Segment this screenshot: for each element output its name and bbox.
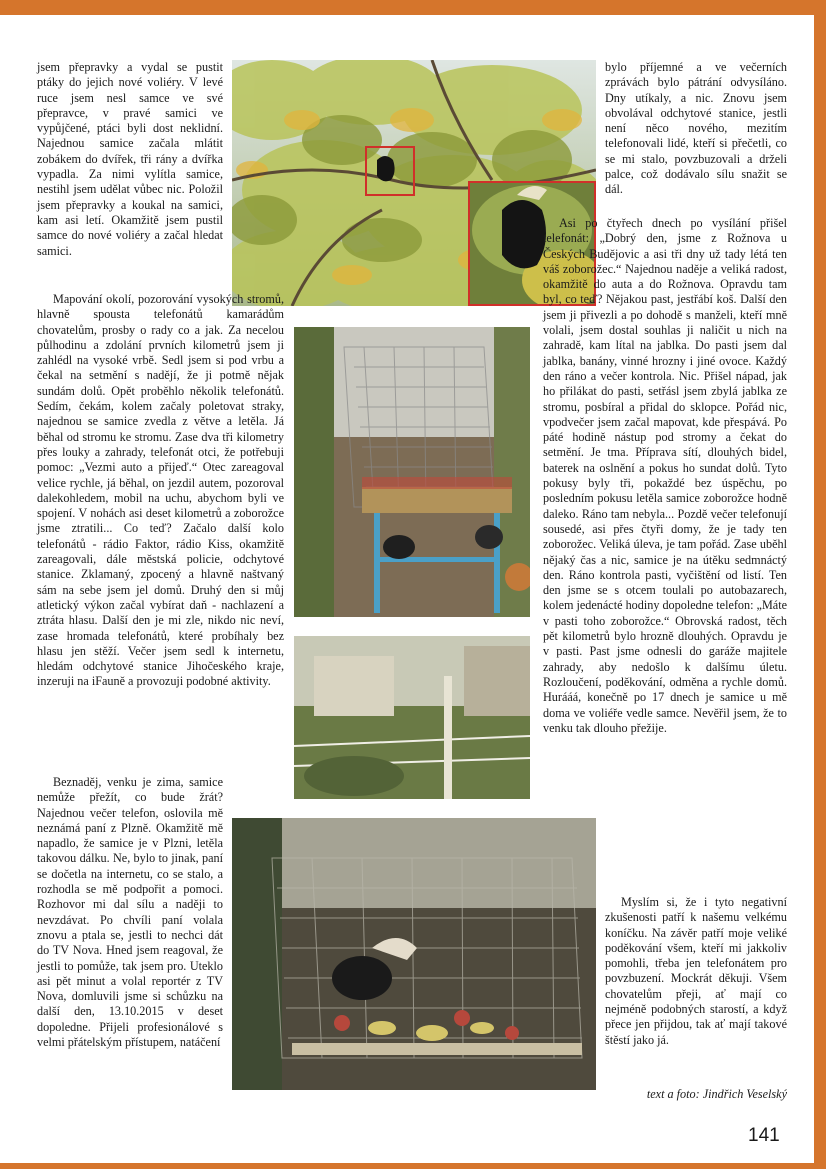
bottom-frame-bar <box>0 1163 826 1169</box>
paragraph: Beznaděj, venku je zima, samice nemůže přežít, co bude žrát? Najednou večer telefon, oslovila mě neznámá paní z Plzně. Okamžitě mě napadlo, že samice je v Plzni, letěla takovou dálku. Ne, bylo to jinak, paní se dočetla na internetu, co se stalo, a rozhodla se mě podpořit a pomoci. Rozhovor mi dal sílu a naději to nevzdávat. Po chvíli paní volala znovu a ptala se, jestli to nechci dát do TV Nova. Hned jsem reagoval, že jestli to pomůže, tak jsem pro. Uteklo asi pět minut a volal reportér z TV Nova, domluvili jsme si schůzku na další den, 13.10.2015 v deset dopoledne. Přijeli profesionálové s velmi přátelským přístupem, natáčení <box>37 775 223 1050</box>
right-frame-bar <box>814 0 826 1169</box>
text-block-right-mid <box>543 216 787 736</box>
paragraph: Mapování okolí, pozorování vysokých stromů, hlavně spousta telefonátů kamarádům chovatelům, prosby o rady co a jak. Za necelou půlhodinu a zdolání prvních kilometrů jsem ji zahlédl na vysoké vrbě. Sedl jsem si pod vrbu a čekal na setmění s nadějí, že ji potmě nějak sundám dolů. Opět proběhlo několik telefonátů. Sedím, čekám, kolem začaly poletovat straky, najednou se samice zvedla z větve a letěla. Já běhal od stromu ke stromu. Zase dva tři kilometry přes louky a zahrady, telefonát otci, že potřebuji pomoc: „Vezmi auto a přijeď.“ Otec zareagoval velice rychle, já běhal, on jezdil autem, pozoroval dalekohledem, mobil na uchu, abychom byli ve spojení. V nohách asi deset kilometrů a zoborožce jsme ztratili... Co teď? Začalo další kolo telefonátů - rádio Faktor, rádio Kiss, okamžitě zareagovali, dále městská policie, odchytové stanice. Zklamaný, zpocený a hlavně naštvaný sám na sebe jsem jel domů. Druhý den si můj atletický výkon začal vybírat daň - nachlazení a ztráta hlasu. Další den je mi zle, nikdo nic neví, zase hromada telefonátů, které probíhaly bez hlasu jen stěží. Večer jsem sedl k internetu, hledám odchytové stanice Jihočeského kraje, inzeruji na iFauně a provozuji podobné aktivity. <box>37 292 284 689</box>
highlight-box-small <box>365 146 415 196</box>
text-block-left-mid <box>37 292 284 690</box>
top-frame-bar <box>0 0 826 15</box>
photo-garden-fence <box>294 636 530 799</box>
photo-hornbill-in-tree <box>232 60 596 306</box>
paragraph: Asi po čtyřech dnech po vysílání přišel telefonát: „Dobrý den, jsme z Rožnova u Českých Budějovic a asi tři dny už tady létá ten váš zoborožec.“ Najednou naděje a veliká radost, okamžitě do auta a do Rožnova. Opravdu tam byl, co teď? Nějakou past, jestřábí koš. Další den jsem ji přivezli a po dohodě s manželi, kteří mně volali, jsem dostal souhlas ji naličit u nich na zahradě, kam lítal na jablka. Do pasti jsem dal jablka, banány, vinné hrozny i jiné ovoce. Každý den ráno a večer kontrola. Nic. Přišel nápad, jak ho přilákat do pasti, setřásl jsem zbylá jablka ze stromu, posbíral a přidal do sklopce. Pořád nic, vpodvečer jsem začal mapovat, kde přespává. Po páté hodině nástup pod stromy a čekat do setmění. Je tma. Příprava sítí, dlouhých bidel, baterek na oslnění a pokus ho sundat dolů. Tyto pokusy byly tři, pokaždé bez úspěchu, po posledním pokusu letěla samice zoborožce hodně daleko. Ráno tam nebyla... Pozdě večer telefonují sousedé, asi přes čtyři domy, že je tady ten zoborožec. Veliká úleva, je tam pořád. Zase uběhl nějaký čas a nic, samice je na útěku sedmnáctý den. Ráno kontrola pasti, vyčištění od listí. Ten den jsme se s otcem toulali po autobazarech, kolem jedenácté hodiny dopoledne telefon: „Máte v pasti toho zoborožce.“ Obrovská radost, těch pět kilometrů bylo hrozně dlouhých. Opravdu je v pasti. Past jsme odnesli do garáže majitele zahrady, aby nedošlo k dalšímu úletu. Rozloučení, poděkování, odměna a rychle domů. Hurááá, konečně po 17 dnech je samice u mě doma ve voliéře vedle samce. Nevěřil jsem, že to venku tak dlouho přežije. <box>543 216 787 735</box>
photo-trap-on-table <box>294 327 530 617</box>
text-block-left-bottom <box>37 775 223 1050</box>
paragraph: bylo příjemné a ve večerních zprávách bylo pátrání odvysíláno. Dny utíkaly, a nic. Znovu jsem obvolával odchytové stanice, jestli není něco nového, mezitím telefonovali lidé, kteří si přečetli, co se mi stalo, povzbuzovali a drželi palce, což dodávalo sílu snažit se dál. <box>605 60 787 197</box>
photo-hornbill-in-trap <box>232 818 596 1090</box>
page-number: 141 <box>748 1125 780 1146</box>
paragraph: jsem přepravky a vydal se pustit ptáky do jejich nové voliéry. V levé ruce jsem nesl samce ve své přepravce, v pravé samici ve vypůjčené, ptáci byli dost neklidní. Najednou samice začala mlátit zobákem do dvířek, tři rány a dvířka vypadla. Za nimi vylítla samice, nestihl jsem udělat vůbec nic. Položil jsem přepravky a koukal na samici, kam asi letí. Okamžitě jsem pustil samce do nové voliéry a začal hledat samici. <box>37 60 223 258</box>
text-block-right-top <box>605 60 787 198</box>
photo-credit: text a foto: Jindřich Veselský <box>646 1087 787 1101</box>
text-block-left-top <box>37 60 223 259</box>
text-block-right-bottom <box>605 895 787 1048</box>
paragraph: Myslím si, že i tyto negativní zkušenosti patří k našemu velkému koníčku. Na závěr patří moje veliké poděkování všem, kteří mi jakkoliv pomohli, třeba jen telefonátem pro povzbuzení. Mockrát děkuji. Všem chovatelům přeji, ať mají co nejméně podobných starostí, a když přece jen přijdou, tak ať mají takové štěstí jako já. <box>605 895 787 1047</box>
